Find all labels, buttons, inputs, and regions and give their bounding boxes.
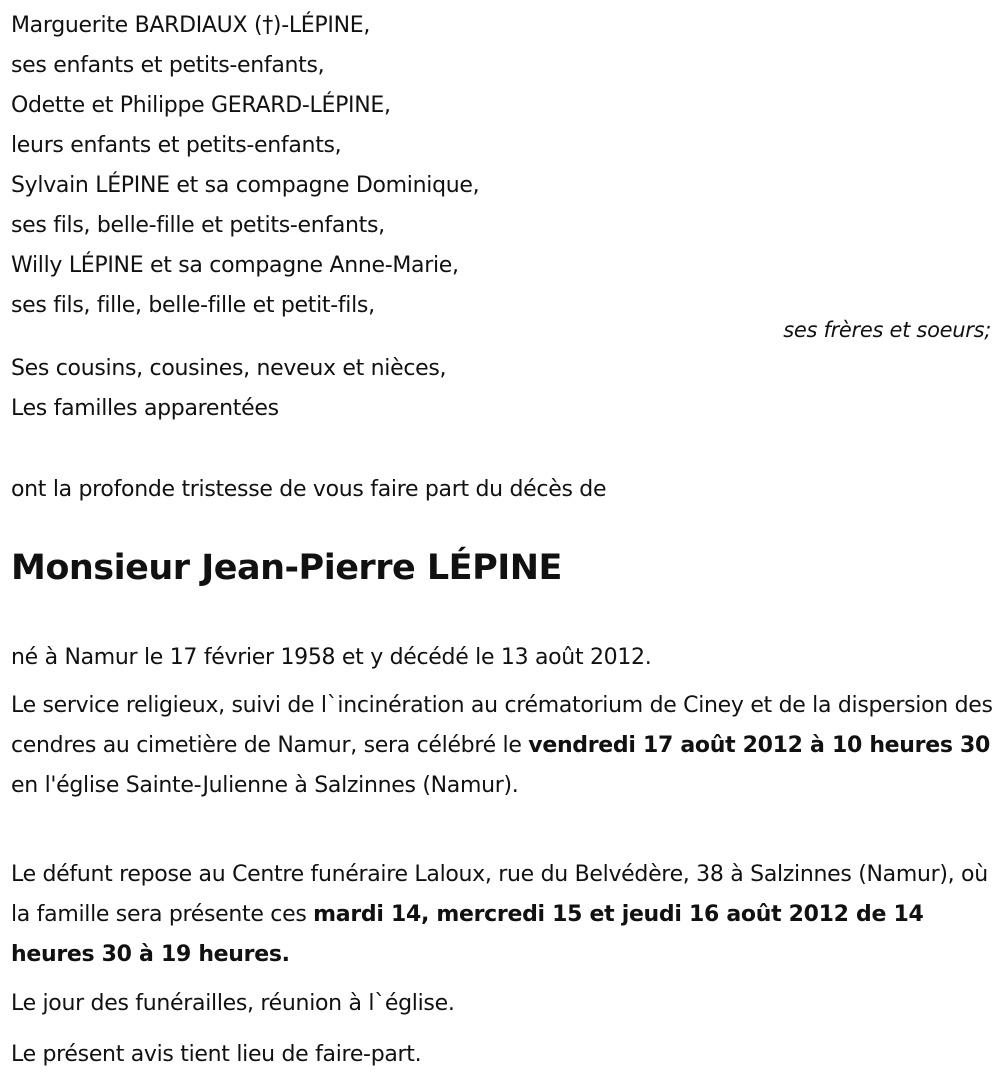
- family-line: Marguerite BARDIAUX (†)-LÉPINE,: [11, 13, 371, 38]
- service-datetime: vendredi 17 août 2012 à 10 heures 30: [528, 733, 990, 758]
- rest-paragraph: [11, 855, 996, 975]
- family-line: Odette et Philippe GERARD-LÉPINE,: [11, 93, 391, 118]
- cousins-line: Ses cousins, cousines, neveux et nièces,: [11, 356, 447, 381]
- service-text-after: en l'église Sainte-Julienne à Salzinnes (Namur).: [11, 773, 519, 798]
- family-list: [11, 6, 479, 326]
- cousins-line: Les familles apparentées: [11, 396, 279, 421]
- family-line: ses fils, belle-fille et petits-enfants,: [11, 213, 385, 238]
- siblings-line: ses frères et soeurs;: [783, 318, 991, 342]
- rest-dates: mardi 14, mercredi 15 et jeudi 16 août 2012 de 14 heures 30 à 19 heures.: [11, 902, 924, 967]
- intro-text: ont la profonde tristesse de vous faire part du décès de: [11, 477, 607, 502]
- family-line: ses fils, fille, belle-fille et petit-fils,: [11, 293, 375, 318]
- notice-text: Le présent avis tient lieu de faire-part.: [11, 1042, 422, 1067]
- service-text-before: Le service religieux, suivi de l`incinération au crématorium de Ciney et de la dispersion des cendres au cimetière de Namur, sera célébré le: [11, 693, 993, 758]
- family-line: leurs enfants et petits-enfants,: [11, 133, 342, 158]
- family-line: ses enfants et petits-enfants,: [11, 53, 325, 78]
- family-line: Sylvain LÉPINE et sa compagne Dominique,: [11, 173, 480, 198]
- family-line: Willy LÉPINE et sa compagne Anne-Marie,: [11, 253, 459, 278]
- birth-death-text: né à Namur le 17 février 1958 et y décédé le 13 août 2012.: [11, 645, 652, 670]
- rest-text-before: Le défunt repose au Centre funéraire Laloux, rue du Belvédère, 38 à Salzinnes (Namur), où la famille sera présente ces: [11, 862, 988, 927]
- deceased-name: Monsieur Jean-Pierre LÉPINE: [11, 548, 562, 588]
- service-paragraph: [11, 686, 996, 806]
- reunion-text: Le jour des funérailles, réunion à l`église.: [11, 991, 455, 1016]
- cousins-list: [11, 349, 446, 429]
